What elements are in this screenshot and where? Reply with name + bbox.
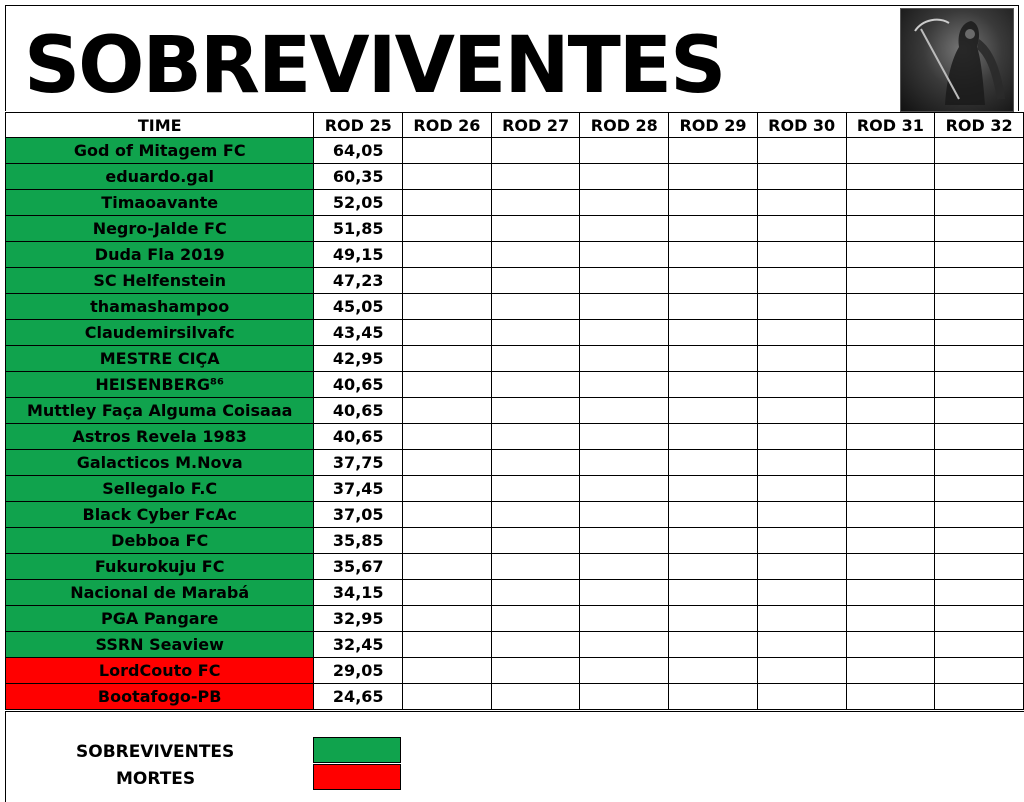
score-cell-rod32 [935,138,1024,164]
score-cell-rod27 [491,450,580,476]
score-cell-rod31 [846,502,935,528]
score-cell-rod28 [580,580,669,606]
score-cell-rod25: 32,95 [314,606,403,632]
score-cell-rod25: 47,23 [314,268,403,294]
score-cell-rod27 [491,320,580,346]
score-cell-rod31 [846,658,935,684]
score-cell-rod31 [846,398,935,424]
score-cell-rod32 [935,450,1024,476]
score-cell-rod27 [491,346,580,372]
team-name-cell: Astros Revela 1983 [6,424,314,450]
score-cell-rod28 [580,320,669,346]
score-cell-rod26 [403,294,492,320]
table-row [6,424,1024,450]
team-name-cell: SC Helfenstein [6,268,314,294]
score-cell-rod31 [846,242,935,268]
table-row [6,242,1024,268]
score-cell-rod27 [491,658,580,684]
score-cell-rod30 [757,580,846,606]
score-cell-rod26 [403,398,492,424]
score-cell-rod26 [403,554,492,580]
score-cell-rod28 [580,450,669,476]
team-name-cell: thamashampoo [6,294,314,320]
team-name-cell: Black Cyber FcAc [6,502,314,528]
legend [5,711,1024,802]
score-cell-rod26 [403,606,492,632]
team-name-cell: Bootafogo-PB [6,684,314,710]
score-cell-rod26 [403,372,492,398]
score-cell-rod30 [757,424,846,450]
score-cell-rod31 [846,580,935,606]
score-cell-rod25: 34,15 [314,580,403,606]
score-cell-rod26 [403,190,492,216]
score-cell-rod30 [757,658,846,684]
score-cell-rod29 [669,346,758,372]
score-cell-rod32 [935,424,1024,450]
score-cell-rod30 [757,528,846,554]
score-cell-rod32 [935,398,1024,424]
team-name-cell: Nacional de Marabá [6,580,314,606]
team-name-cell: God of Mitagem FC [6,138,314,164]
col-header-rod27: ROD 27 [491,113,580,138]
score-cell-rod29 [669,398,758,424]
score-cell-rod30 [757,190,846,216]
score-cell-rod32 [935,346,1024,372]
score-cell-rod32 [935,684,1024,710]
score-cell-rod28 [580,190,669,216]
score-cell-rod29 [669,216,758,242]
header-box [5,5,1019,111]
table-row [6,398,1024,424]
team-name-cell: Claudemirsilvafc [6,320,314,346]
score-cell-rod27 [491,554,580,580]
score-cell-rod29 [669,580,758,606]
col-header-rod28: ROD 28 [580,113,669,138]
score-cell-rod26 [403,320,492,346]
score-cell-rod31 [846,632,935,658]
score-cell-rod25: 64,05 [314,138,403,164]
score-cell-rod32 [935,164,1024,190]
score-cell-rod27 [491,580,580,606]
score-cell-rod25: 52,05 [314,190,403,216]
scores-table [5,112,1024,710]
table-row [6,528,1024,554]
score-cell-rod30 [757,476,846,502]
team-name-cell: eduardo.gal [6,164,314,190]
team-name-cell: Debboa FC [6,528,314,554]
team-name-cell: MESTRE CIÇA [6,346,314,372]
table-row [6,580,1024,606]
table-body [6,138,1024,710]
score-cell-rod28 [580,658,669,684]
score-cell-rod32 [935,320,1024,346]
score-cell-rod26 [403,242,492,268]
team-name-cell: Duda Fla 2019 [6,242,314,268]
score-cell-rod26 [403,424,492,450]
page-title: SOBREVIVENTES [24,21,725,111]
score-cell-rod25: 35,67 [314,554,403,580]
score-cell-rod32 [935,606,1024,632]
score-cell-rod32 [935,294,1024,320]
score-cell-rod27 [491,294,580,320]
score-cell-rod30 [757,684,846,710]
score-cell-rod27 [491,164,580,190]
score-cell-rod32 [935,658,1024,684]
score-cell-rod32 [935,476,1024,502]
score-cell-rod28 [580,294,669,320]
score-cell-rod30 [757,554,846,580]
team-name-cell: Galacticos M.Nova [6,450,314,476]
score-cell-rod29 [669,424,758,450]
score-cell-rod29 [669,684,758,710]
score-cell-rod28 [580,476,669,502]
table-row [6,450,1024,476]
score-cell-rod27 [491,528,580,554]
team-name-cell: SSRN Seaview [6,632,314,658]
score-cell-rod28 [580,216,669,242]
score-cell-rod28 [580,268,669,294]
score-cell-rod30 [757,164,846,190]
table-row [6,190,1024,216]
score-cell-rod28 [580,554,669,580]
score-cell-rod31 [846,606,935,632]
score-cell-rod26 [403,632,492,658]
score-cell-rod25: 37,05 [314,502,403,528]
table-row [6,372,1024,398]
score-cell-rod29 [669,164,758,190]
score-cell-rod25: 40,65 [314,372,403,398]
score-cell-rod29 [669,476,758,502]
table-row [6,606,1024,632]
score-cell-rod26 [403,138,492,164]
score-cell-rod31 [846,216,935,242]
score-cell-rod29 [669,502,758,528]
legend-dead-swatch [313,764,401,790]
team-name-cell: Fukurokuju FC [6,554,314,580]
score-cell-rod31 [846,138,935,164]
score-cell-rod30 [757,242,846,268]
score-cell-rod29 [669,372,758,398]
score-cell-rod29 [669,528,758,554]
score-cell-rod25: 29,05 [314,658,403,684]
score-cell-rod31 [846,684,935,710]
team-name-cell: HEISENBERG⁸⁶ [6,372,314,398]
header-row [6,113,1024,138]
score-cell-rod27 [491,632,580,658]
score-cell-rod29 [669,138,758,164]
score-cell-rod29 [669,320,758,346]
score-cell-rod26 [403,476,492,502]
score-cell-rod27 [491,138,580,164]
score-cell-rod29 [669,268,758,294]
table-row [6,216,1024,242]
score-cell-rod30 [757,216,846,242]
col-header-rod26: ROD 26 [403,113,492,138]
score-cell-rod31 [846,424,935,450]
team-name-cell: Timaoavante [6,190,314,216]
score-cell-rod30 [757,606,846,632]
score-cell-rod25: 45,05 [314,294,403,320]
score-cell-rod31 [846,294,935,320]
score-cell-rod25: 51,85 [314,216,403,242]
score-cell-rod28 [580,164,669,190]
score-cell-rod25: 32,45 [314,632,403,658]
score-cell-rod31 [846,528,935,554]
legend-dead-label: MORTES [116,769,196,789]
score-cell-rod29 [669,450,758,476]
score-cell-rod28 [580,138,669,164]
score-cell-rod30 [757,268,846,294]
table-row [6,320,1024,346]
reaper-figure-icon [901,9,1013,111]
score-cell-rod30 [757,502,846,528]
score-cell-rod31 [846,164,935,190]
team-name-cell: Negro-Jalde FC [6,216,314,242]
score-cell-rod29 [669,294,758,320]
score-cell-rod31 [846,554,935,580]
score-cell-rod26 [403,528,492,554]
col-header-rod30: ROD 30 [757,113,846,138]
score-cell-rod31 [846,190,935,216]
score-cell-rod28 [580,398,669,424]
legend-alive-label: SOBREVIVENTES [76,742,235,762]
score-cell-rod29 [669,606,758,632]
score-cell-rod28 [580,632,669,658]
score-cell-rod25: 49,15 [314,242,403,268]
score-cell-rod26 [403,268,492,294]
score-cell-rod27 [491,242,580,268]
score-cell-rod30 [757,398,846,424]
score-cell-rod25: 24,65 [314,684,403,710]
score-cell-rod27 [491,606,580,632]
table-row [6,164,1024,190]
score-cell-rod27 [491,216,580,242]
score-cell-rod27 [491,476,580,502]
team-name-cell: Muttley Faça Alguma Coisaaa [6,398,314,424]
score-cell-rod25: 42,95 [314,346,403,372]
score-cell-rod28 [580,528,669,554]
score-cell-rod25: 60,35 [314,164,403,190]
score-cell-rod25: 37,75 [314,450,403,476]
score-cell-rod25: 37,45 [314,476,403,502]
score-cell-rod30 [757,450,846,476]
score-cell-rod29 [669,632,758,658]
score-cell-rod32 [935,632,1024,658]
score-cell-rod26 [403,684,492,710]
score-cell-rod31 [846,268,935,294]
score-cell-rod26 [403,216,492,242]
score-cell-rod27 [491,372,580,398]
score-cell-rod28 [580,606,669,632]
score-cell-rod27 [491,684,580,710]
score-cell-rod32 [935,554,1024,580]
table-row [6,476,1024,502]
score-cell-rod32 [935,190,1024,216]
score-cell-rod26 [403,580,492,606]
score-cell-rod27 [491,398,580,424]
score-cell-rod28 [580,346,669,372]
table-row [6,294,1024,320]
score-cell-rod32 [935,528,1024,554]
score-cell-rod30 [757,294,846,320]
score-cell-rod25: 43,45 [314,320,403,346]
score-cell-rod28 [580,372,669,398]
table-row [6,502,1024,528]
score-cell-rod30 [757,632,846,658]
score-cell-rod26 [403,346,492,372]
score-cell-rod30 [757,346,846,372]
col-header-rod32: ROD 32 [935,113,1024,138]
score-cell-rod27 [491,268,580,294]
table-row [6,684,1024,710]
score-cell-rod25: 35,85 [314,528,403,554]
col-header-rod29: ROD 29 [669,113,758,138]
score-cell-rod26 [403,658,492,684]
table-row [6,658,1024,684]
score-cell-rod27 [491,190,580,216]
score-cell-rod29 [669,658,758,684]
col-header-rod25: ROD 25 [314,113,403,138]
table-row [6,554,1024,580]
col-header-rod31: ROD 31 [846,113,935,138]
score-cell-rod30 [757,320,846,346]
table-row [6,138,1024,164]
score-cell-rod30 [757,138,846,164]
score-cell-rod26 [403,450,492,476]
score-cell-rod31 [846,450,935,476]
score-cell-rod31 [846,320,935,346]
score-cell-rod31 [846,476,935,502]
reaper-image [900,8,1014,112]
score-cell-rod28 [580,424,669,450]
score-cell-rod28 [580,684,669,710]
score-cell-rod32 [935,268,1024,294]
team-name-cell: Sellegalo F.C [6,476,314,502]
score-cell-rod32 [935,502,1024,528]
score-cell-rod32 [935,372,1024,398]
score-cell-rod26 [403,164,492,190]
score-cell-rod28 [580,502,669,528]
score-cell-rod31 [846,372,935,398]
score-cell-rod32 [935,580,1024,606]
team-name-cell: LordCouto FC [6,658,314,684]
score-cell-rod25: 40,65 [314,424,403,450]
score-cell-rod32 [935,216,1024,242]
score-cell-rod31 [846,346,935,372]
score-cell-rod29 [669,242,758,268]
col-header-team: TIME [6,113,314,138]
team-name-cell: PGA Pangare [6,606,314,632]
score-cell-rod29 [669,190,758,216]
table-row [6,346,1024,372]
score-cell-rod28 [580,242,669,268]
score-cell-rod25: 40,65 [314,398,403,424]
table-row [6,632,1024,658]
score-cell-rod26 [403,502,492,528]
table-row [6,268,1024,294]
score-cell-rod27 [491,502,580,528]
score-cell-rod29 [669,554,758,580]
legend-alive-swatch [313,737,401,763]
score-cell-rod27 [491,424,580,450]
score-cell-rod32 [935,242,1024,268]
score-cell-rod30 [757,372,846,398]
